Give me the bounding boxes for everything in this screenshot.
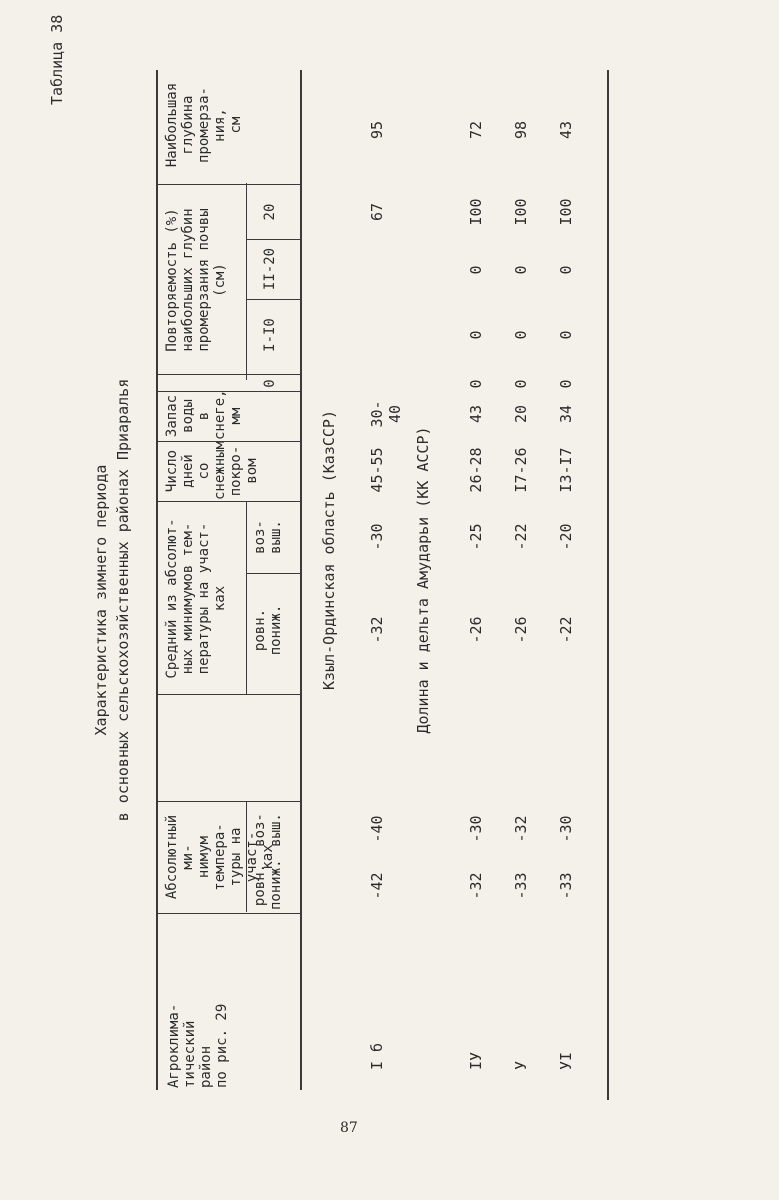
section-title-kzyl-orda: Кзыл-Ординская область (КазССР) <box>320 410 338 690</box>
header-abs-high: воз- выш. <box>252 813 284 847</box>
cell-water: 34 <box>557 404 575 424</box>
cell-abs-low: -42 <box>368 872 386 900</box>
cell-avg-low: -26 <box>467 616 485 644</box>
cell-r0: 0 <box>467 379 485 389</box>
cell-snow-days: 45-55 <box>368 447 386 493</box>
rule-header-bottom <box>300 70 302 1090</box>
section-title-amudarya: Долина и дельта Амударьи (КК АССР) <box>414 426 432 734</box>
cell-water: 30-40 <box>368 400 404 428</box>
cell-abs-low: -33 <box>557 872 575 900</box>
cell-avg-high: -25 <box>467 523 485 551</box>
cell-avg-high: -30 <box>368 523 386 551</box>
cell-abs-high: -30 <box>557 815 575 843</box>
header-region: Агроклима- тический район по рис. 29 <box>166 1003 230 1088</box>
cell-snow-days: I7-26 <box>512 447 530 493</box>
page-number: 87 <box>340 1120 358 1136</box>
cell-r3: I00 <box>467 198 485 226</box>
header-avg-low: ровн. пониж. <box>252 604 284 656</box>
cell-region: УI <box>557 1051 575 1070</box>
cell-max-depth: 72 <box>467 120 485 140</box>
cell-snow-days: 26-28 <box>467 447 485 493</box>
col-line-2 <box>156 801 300 802</box>
col-line-7 <box>156 374 300 375</box>
cell-r3: 67 <box>368 202 386 222</box>
cell-avg-low: -22 <box>557 616 575 644</box>
cell-r3: I00 <box>557 198 575 226</box>
cell-region: I б <box>368 1042 386 1070</box>
header-repeat: Повторяемость (%) наибольших глубин промерзания почвы (см) <box>164 208 228 352</box>
cell-r3: I00 <box>512 198 530 226</box>
cell-r1: 0 <box>467 330 485 340</box>
header-abs-min: Абсолютный ми- нимум темпера- туры на участ- ках <box>164 814 276 900</box>
cell-abs-high: -30 <box>467 815 485 843</box>
header-avg-high: воз- выш. <box>252 520 284 554</box>
cell-r1: 0 <box>557 330 575 340</box>
header-depth-0: 0 <box>262 379 278 388</box>
cell-water: 43 <box>467 404 485 424</box>
cell-r1: 0 <box>512 330 530 340</box>
rule-top <box>156 70 158 1090</box>
cell-avg-high: -22 <box>512 523 530 551</box>
cell-abs-low: -33 <box>512 872 530 900</box>
table-subtitle: в основных сельскохозяйственных районах Приаралья <box>114 378 132 822</box>
cell-r0: 0 <box>557 379 575 389</box>
cell-region: У <box>512 1060 530 1070</box>
cell-abs-low: -32 <box>467 872 485 900</box>
cell-abs-high: -32 <box>512 815 530 843</box>
rule-repeat-sub <box>246 183 247 380</box>
cell-abs-high: -40 <box>368 815 386 843</box>
header-water: Запас воды в снеге, мм <box>164 389 244 440</box>
col-line-10 <box>156 184 300 185</box>
cell-snow-days: I3-I7 <box>557 447 575 493</box>
cell-max-depth: 98 <box>512 120 530 140</box>
table-label: Таблица 38 <box>48 14 66 105</box>
header-depth-1-10: I-I0 <box>262 318 278 352</box>
cell-avg-low: -32 <box>368 616 386 644</box>
header-depth-11-20: II-20 <box>262 247 278 291</box>
cell-r0: 0 <box>512 379 530 389</box>
header-max-depth: Наибольшая глубина промерза- ния, см <box>164 82 244 168</box>
cell-water: 20 <box>512 404 530 424</box>
header-snow-days: Число дней со снежным покро- вом <box>164 440 260 500</box>
rule-avg-sub <box>246 502 247 695</box>
header-depth-20: 20 <box>262 203 278 221</box>
cell-max-depth: 43 <box>557 120 575 140</box>
header-abs-low: ровн. пониж. <box>252 859 284 910</box>
cell-avg-high: -20 <box>557 523 575 551</box>
cell-r2: 0 <box>467 265 485 275</box>
col-line-water <box>156 441 300 442</box>
rule-table-bottom <box>607 70 609 1100</box>
col-line-4 <box>246 573 300 574</box>
cell-r2: 0 <box>512 265 530 275</box>
header-avg-min: Средний из абсолют- ных минимумов тем- пературы на участ- ках <box>164 518 228 679</box>
cell-region: IУ <box>467 1051 485 1070</box>
cell-avg-low: -26 <box>512 616 530 644</box>
cell-max-depth: 95 <box>368 120 386 140</box>
table-title: Характеристика зимнего периода <box>92 464 110 736</box>
col-line-1 <box>156 913 300 914</box>
cell-r2: 0 <box>557 265 575 275</box>
